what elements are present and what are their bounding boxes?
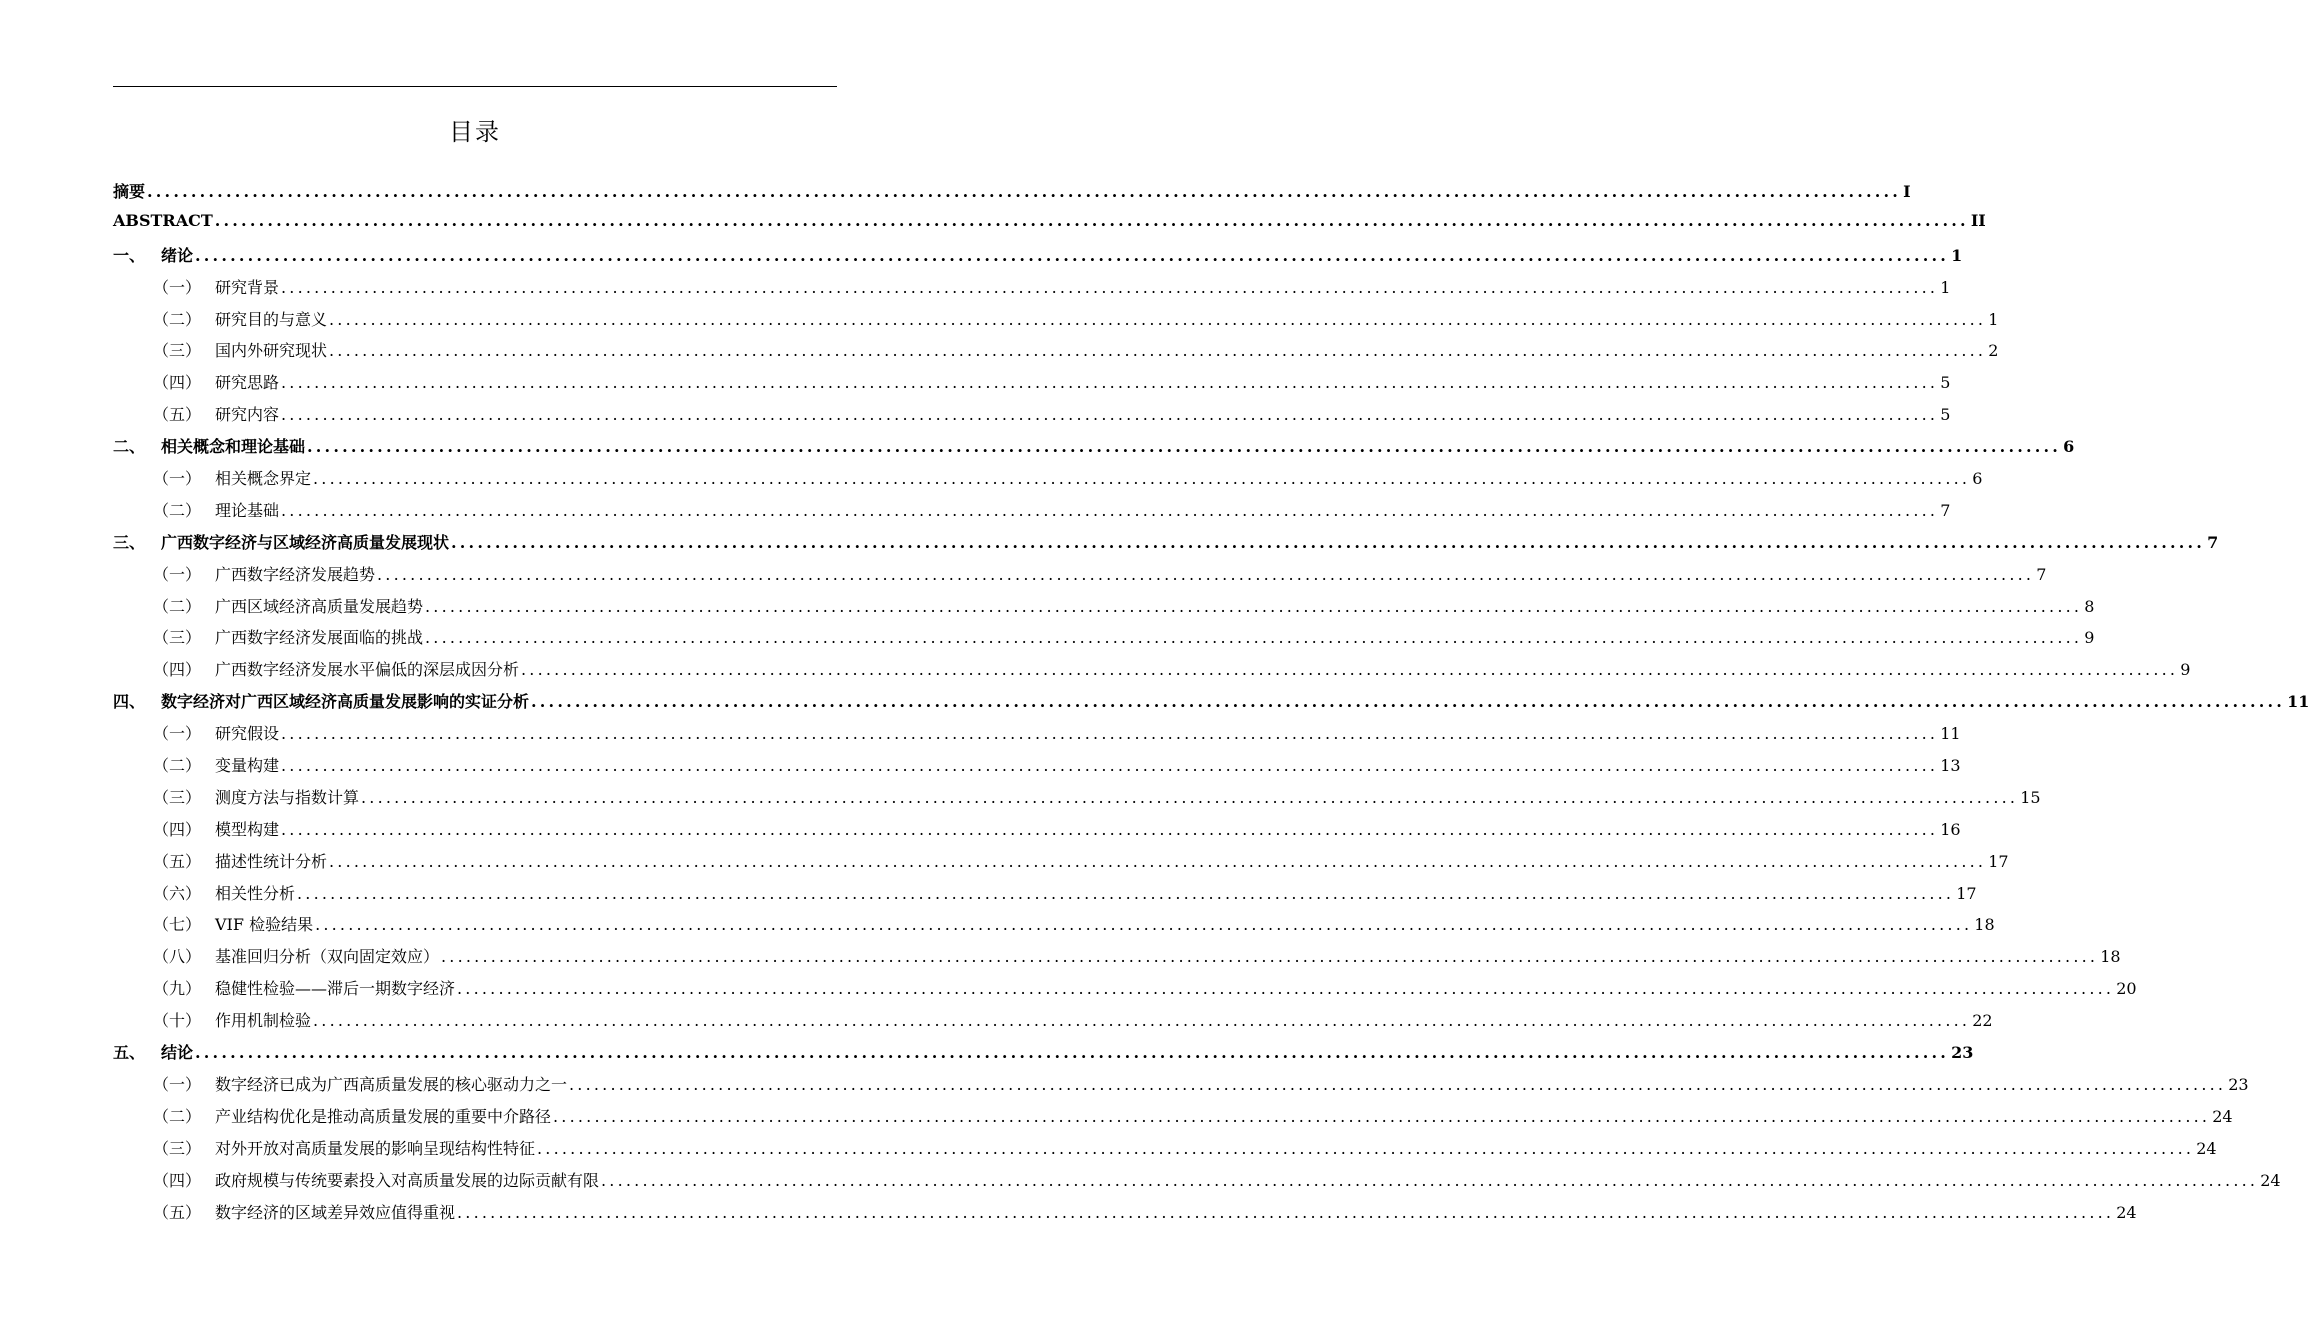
toc-entry-number: （五）: [153, 851, 202, 871]
toc-entry-section[interactable]: [113, 370, 1951, 402]
toc-entry-section[interactable]: [113, 1168, 2281, 1200]
toc-entry-number: 三、: [113, 532, 146, 552]
toc-entry-title: 摘要: [113, 182, 146, 201]
toc-entry-section[interactable]: [113, 944, 2121, 976]
toc-entry-page-number: 6: [2063, 437, 2075, 457]
toc-entry-number: （一）: [153, 1074, 202, 1094]
dot-leader: ........................................................................................................................................................................................................: [457, 1202, 2115, 1222]
toc-entry-page-number: 18: [2100, 947, 2121, 967]
toc-entry-page-number: 1: [1988, 309, 1999, 329]
toc-entry-section[interactable]: [113, 817, 1961, 849]
toc-entry-number: （八）: [153, 947, 202, 967]
toc-entry-title: 绪论: [161, 245, 194, 265]
toc-entry-page-number: 9: [2180, 660, 2191, 680]
toc-entry-page-number: 17: [1956, 883, 1977, 903]
toc-entry-section[interactable]: [113, 721, 1961, 753]
toc-entry-page-number: 23: [2228, 1074, 2249, 1094]
toc-entry-number: 一、: [113, 245, 146, 265]
dot-leader: ........................................................................................................................................................................................................: [195, 1043, 1950, 1063]
toc-entry-section[interactable]: [113, 466, 1983, 498]
dot-leader: ........................................................................................................................................................................................................: [601, 1170, 2259, 1190]
toc-entry-title: 相关性分析: [215, 883, 296, 903]
toc-entry-number: （五）: [153, 1202, 202, 1222]
toc-entry-section[interactable]: [113, 275, 1951, 307]
dot-leader: ........................................................................................................................................................................................................: [313, 1011, 1971, 1031]
dot-leader: ........................................................................................................................................................................................................: [313, 469, 1971, 489]
toc-entry-section[interactable]: [113, 338, 1999, 370]
toc-entry-page-number: 8: [2084, 596, 2095, 616]
toc-entry-section[interactable]: [113, 912, 1995, 944]
dot-leader: ........................................................................................................................................................................................................: [329, 309, 1987, 329]
page-title: 目录: [449, 118, 501, 146]
toc-entry-title: 变量构建: [215, 756, 280, 776]
toc-entry-number: 二、: [113, 437, 146, 457]
toc-entry-page-number: 24: [2212, 1106, 2233, 1126]
toc-entry-chapter[interactable]: [113, 1040, 1974, 1072]
toc-entry-title: 描述性统计分析: [215, 851, 328, 871]
toc-entry-page-number: 24: [2260, 1170, 2281, 1190]
toc-entry-page-number: I: [1903, 182, 1911, 201]
toc-entry-title: 相关概念界定: [215, 469, 312, 489]
toc-entry-number: （四）: [153, 660, 202, 680]
toc-entry-number: （五）: [153, 405, 202, 425]
toc-entry-chapter[interactable]: [113, 530, 2219, 562]
toc-entry-title: 研究思路: [215, 373, 280, 393]
dot-leader: ........................................................................................................................................................................................................: [214, 210, 1969, 230]
toc-entry-section[interactable]: [113, 1008, 1993, 1040]
dot-leader: ........................................................................................................................................................................................................: [521, 660, 2179, 680]
dot-leader: ........................................................................................................................................................................................................: [281, 373, 1939, 393]
toc-entry-title: 理论基础: [215, 500, 280, 520]
toc-entry-number: （一）: [153, 469, 202, 489]
toc-entry-title: 数字经济对广西区域经济高质量发展影响的实证分析: [161, 692, 530, 712]
toc-entry-section[interactable]: [113, 498, 1951, 530]
toc-entry-chapter[interactable]: [113, 434, 2075, 466]
dot-leader: ........................................................................................................................................................................................................: [281, 819, 1939, 839]
toc-entry-number: （一）: [153, 724, 202, 744]
toc-entry-page-number: 17: [1988, 851, 2009, 871]
toc-entry-title: 对外开放对高质量发展的影响呈现结构性特征: [215, 1138, 536, 1158]
dot-leader: ........................................................................................................................................................................................................: [569, 1074, 2227, 1094]
dot-leader: ........................................................................................................................................................................................................: [307, 437, 2062, 457]
toc-entry-number: （四）: [153, 819, 202, 839]
toc-entry-page-number: 24: [2116, 1202, 2137, 1222]
toc-entry-title: 广西数字经济发展趋势: [215, 564, 376, 584]
toc-entry-title: 广西数字经济与区域经济高质量发展现状: [161, 532, 450, 552]
dot-leader: ........................................................................................................................................................................................................: [281, 405, 1939, 425]
header-rule: [113, 86, 837, 87]
toc-entry-page-number: 23: [1951, 1043, 1974, 1063]
toc-entry-title: 研究假设: [215, 724, 280, 744]
toc-entry-number: （一）: [153, 564, 202, 584]
dot-leader: ........................................................................................................................................................................................................: [457, 979, 2115, 999]
dot-leader: ........................................................................................................................................................................................................: [281, 277, 1939, 297]
toc-entry-number: 五、: [113, 1043, 146, 1063]
toc-entry-page-number: 11: [1940, 724, 1961, 744]
dot-leader: ........................................................................................................................................................................................................: [377, 564, 2035, 584]
toc-entry-number: （一）: [153, 277, 202, 297]
toc-entry-section[interactable]: [113, 1104, 2233, 1136]
dot-leader: ........................................................................................................................................................................................................: [195, 245, 1950, 265]
toc-entry-section[interactable]: [113, 753, 1961, 785]
toc-entry-title: 广西数字经济发展水平偏低的深层成因分析: [215, 660, 520, 680]
dot-leader: ........................................................................................................................................................................................................: [361, 787, 2019, 807]
toc-entry-number: （二）: [153, 500, 202, 520]
toc-entry-page-number: 7: [1940, 500, 1951, 520]
toc-entry-section[interactable]: [113, 849, 2009, 881]
toc-entry-page-number: 18: [1974, 915, 1995, 935]
dot-leader: ........................................................................................................................................................................................................: [329, 341, 1987, 361]
toc-entry-title: 相关概念和理论基础: [161, 437, 306, 457]
toc-entry-section[interactable]: [113, 657, 2191, 689]
toc-entry-number: 四、: [113, 692, 146, 712]
dot-leader: ........................................................................................................................................................................................................: [537, 1138, 2195, 1158]
toc-entry-chapter[interactable]: [113, 210, 1986, 243]
toc-entry-chapter[interactable]: [113, 179, 1911, 211]
toc-entry-title: 国内外研究现状: [215, 341, 328, 361]
toc-entry-page-number: 20: [2116, 979, 2137, 999]
toc-entry-chapter[interactable]: [113, 243, 1963, 275]
toc-entry-title: VIF 检验结果: [215, 915, 314, 935]
toc-entry-title: 广西区域经济高质量发展趋势: [215, 596, 424, 616]
toc-entry-title: 研究内容: [215, 405, 280, 425]
toc-entry-section[interactable]: [113, 1200, 2137, 1232]
table-of-contents: [113, 179, 2309, 1231]
dot-leader: ........................................................................................................................................................................................................: [281, 500, 1939, 520]
toc-entry-page-number: 2: [1988, 341, 1999, 361]
dot-leader: ........................................................................................................................................................................................................: [329, 851, 1987, 871]
dot-leader: ........................................................................................................................................................................................................: [297, 883, 1955, 903]
toc-entry-title: 研究目的与意义: [215, 309, 328, 329]
toc-entry-title: 稳健性检验——滞后一期数字经济: [215, 979, 456, 999]
toc-entry-title: 政府规模与传统要素投入对高质量发展的边际贡献有限: [215, 1170, 600, 1190]
toc-entry-number: （七）: [153, 915, 202, 935]
toc-entry-section[interactable]: [113, 1136, 2217, 1168]
toc-entry-title: 测度方法与指数计算: [215, 787, 360, 807]
toc-entry-number: （九）: [153, 979, 202, 999]
toc-entry-title: 数字经济已成为广西高质量发展的核心驱动力之一: [215, 1074, 568, 1094]
dot-leader: ........................................................................................................................................................................................................: [531, 692, 2286, 712]
toc-entry-section[interactable]: [113, 976, 2137, 1008]
toc-entry-title: 结论: [161, 1043, 194, 1063]
toc-entry-page-number: 11: [2287, 692, 2309, 712]
toc-entry-number: （二）: [153, 596, 202, 616]
toc-entry-number: （六）: [153, 883, 202, 903]
toc-entry-title: ABSTRACT: [113, 210, 213, 230]
dot-leader: ........................................................................................................................................................................................................: [281, 756, 1939, 776]
dot-leader: ........................................................................................................................................................................................................: [553, 1106, 2211, 1126]
dot-leader: ........................................................................................................................................................................................................: [281, 724, 1939, 744]
toc-entry-page-number: 24: [2196, 1138, 2217, 1158]
toc-entry-title: 基准回归分析（双向固定效应）: [215, 947, 440, 967]
toc-entry-page-number: 1: [1951, 245, 1963, 265]
toc-entry-page-number: 9: [2084, 628, 2095, 648]
dot-leader: ........................................................................................................................................................................................................: [315, 915, 1973, 935]
toc-entry-section[interactable]: [113, 402, 1951, 434]
toc-entry-number: （十）: [153, 1011, 202, 1031]
toc-entry-section[interactable]: [113, 625, 2095, 657]
toc-entry-number: （三）: [153, 1138, 202, 1158]
toc-entry-title: 产业结构优化是推动高质量发展的重要中介路径: [215, 1106, 552, 1126]
toc-entry-number: （二）: [153, 309, 202, 329]
toc-entry-number: （二）: [153, 756, 202, 776]
dot-leader: ........................................................................................................................................................................................................: [425, 596, 2083, 616]
toc-entry-section[interactable]: [113, 881, 1977, 913]
toc-entry-page-number: 6: [1972, 469, 1983, 489]
toc-entry-title: 研究背景: [215, 277, 280, 297]
toc-entry-page-number: 5: [1940, 405, 1951, 425]
toc-entry-page-number: 1: [1940, 277, 1951, 297]
toc-entry-number: （二）: [153, 1106, 202, 1126]
dot-leader: ........................................................................................................................................................................................................: [425, 628, 2083, 648]
dot-leader: ........................................................................................................................................................................................................: [147, 182, 1902, 201]
dot-leader: ........................................................................................................................................................................................................: [451, 532, 2206, 552]
toc-entry-page-number: 16: [1940, 819, 1961, 839]
toc-entry-number: （三）: [153, 341, 202, 361]
toc-entry-section[interactable]: [113, 562, 2047, 594]
toc-entry-page-number: 5: [1940, 373, 1951, 393]
toc-entry-page-number: 15: [2020, 787, 2041, 807]
toc-entry-section[interactable]: [113, 1072, 2249, 1104]
toc-entry-title: 广西数字经济发展面临的挑战: [215, 628, 424, 648]
toc-entry-number: （三）: [153, 787, 202, 807]
toc-entry-page-number: 13: [1940, 756, 1961, 776]
toc-entry-chapter[interactable]: [113, 689, 2309, 721]
dot-leader: ........................................................................................................................................................................................................: [441, 947, 2099, 967]
toc-entry-page-number: 22: [1972, 1011, 1993, 1031]
toc-entry-title: 数字经济的区域差异效应值得重视: [215, 1202, 456, 1222]
toc-entry-page-number: 7: [2036, 564, 2047, 584]
toc-entry-title: 模型构建: [215, 819, 280, 839]
toc-entry-section[interactable]: [113, 594, 2095, 626]
toc-entry-number: （四）: [153, 373, 202, 393]
toc-entry-title: 作用机制检验: [215, 1011, 312, 1031]
toc-entry-number: （四）: [153, 1170, 202, 1190]
toc-entry-section[interactable]: [113, 307, 1999, 339]
toc-entry-number: （三）: [153, 628, 202, 648]
toc-entry-section[interactable]: [113, 785, 2041, 817]
toc-entry-page-number: II: [1970, 210, 1986, 230]
toc-entry-page-number: 7: [2207, 532, 2219, 552]
